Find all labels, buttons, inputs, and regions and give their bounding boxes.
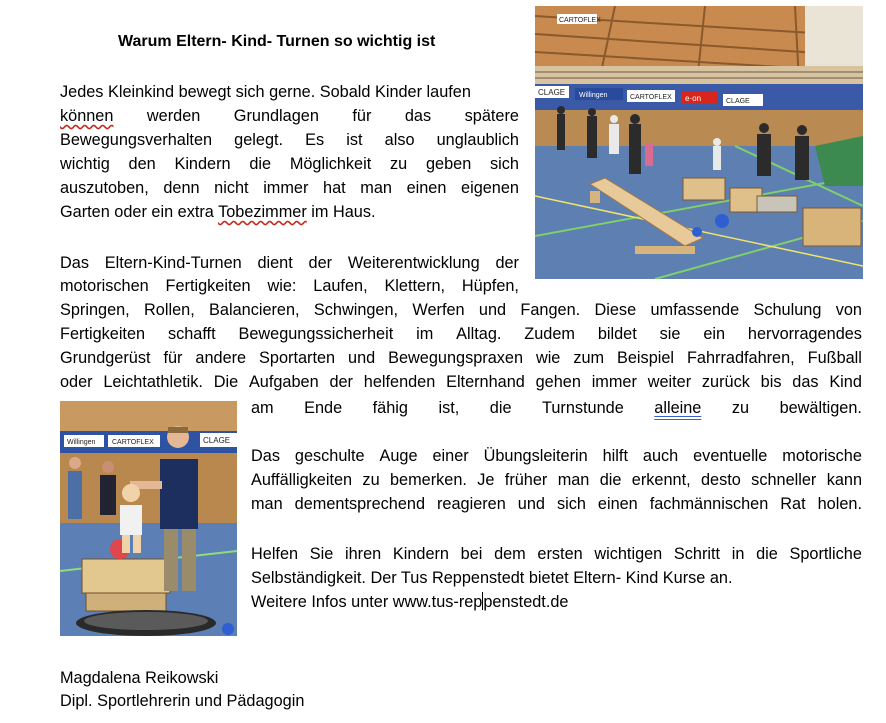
word: Auffälligkeiten	[251, 471, 353, 489]
text-line	[251, 566, 732, 590]
word: zu	[731, 399, 750, 417]
word: Zudem	[524, 325, 575, 343]
word: Tobezimmer	[218, 203, 307, 221]
word: denn	[163, 179, 200, 197]
banner-text: Willingen	[579, 92, 608, 99]
word: Weitere Infos unter www.tus-rep	[251, 593, 483, 611]
word: Übungsleiterin	[483, 447, 588, 465]
signature-name: Magdalena Reikowski	[60, 669, 219, 687]
word: schafft	[167, 325, 216, 343]
word: eventuelle	[693, 447, 768, 465]
word: Möglichkeit	[289, 155, 372, 173]
word: fachmännischen	[649, 495, 769, 513]
word: Garten oder ein extra	[60, 203, 219, 221]
word: Leichtathletik.	[103, 373, 203, 391]
word: holen.	[817, 495, 862, 513]
word: der	[308, 254, 333, 272]
word: Fertigkeiten	[60, 325, 146, 343]
word: sie	[659, 325, 681, 343]
word: Auge	[379, 447, 418, 465]
article-title: Warum Eltern- Kind- Turnen so wichtig ist	[118, 33, 436, 50]
word: Kindern	[174, 155, 231, 173]
word: bemerken.	[389, 471, 467, 489]
word: man	[360, 179, 392, 197]
word: helfenden	[363, 373, 436, 391]
word: Es	[305, 131, 325, 149]
word: für	[352, 107, 372, 125]
word: Turnstunde	[542, 399, 624, 417]
text-line	[60, 251, 519, 275]
banner-text: CLAGE	[203, 436, 231, 445]
word: den	[128, 155, 156, 173]
word: bewältigen.	[779, 399, 862, 417]
word: Werfen	[412, 301, 465, 319]
word: Schulung	[753, 301, 822, 319]
word: wie	[535, 349, 561, 367]
word: man	[251, 495, 283, 513]
word: schneller	[751, 471, 817, 489]
word: in	[731, 545, 745, 563]
text-line	[60, 298, 862, 322]
word: Selbständigkeit. Der Tus Reppenstedt bietet Eltern- Kind Kurse an.	[251, 569, 733, 587]
word: im	[416, 325, 434, 343]
word: sich	[490, 155, 519, 173]
word: hilft	[602, 447, 628, 465]
word: Balancieren,	[209, 301, 300, 319]
word: bis	[760, 373, 782, 391]
word: oder	[60, 373, 93, 391]
banner-text: CLAGE	[726, 98, 750, 105]
word: der	[329, 373, 353, 391]
gym-hall-photo	[535, 6, 863, 279]
text-line	[60, 176, 519, 200]
banner-text: e·on	[685, 94, 702, 103]
text-line	[60, 200, 376, 224]
word: hervorragendes	[747, 325, 862, 343]
text-line	[60, 322, 862, 346]
word: penstedt.de	[483, 593, 569, 611]
word: eigenen	[461, 179, 519, 197]
banner-text: CARTOFLEX	[630, 94, 672, 101]
word: Die	[213, 373, 239, 391]
word: und	[478, 301, 507, 319]
word: geschulte	[294, 447, 365, 465]
word: zu	[362, 471, 380, 489]
word: Das	[60, 254, 89, 272]
text-line	[60, 104, 519, 128]
word: ein	[703, 325, 726, 343]
word: geben	[425, 155, 472, 173]
word: Ende	[304, 399, 343, 417]
word: Fangen.	[520, 301, 581, 319]
word: Kind	[829, 373, 862, 391]
word: Bewegungssicherheit	[238, 325, 394, 343]
text-line	[60, 370, 862, 394]
word: gelegt.	[234, 131, 284, 149]
word: Beispiel	[617, 349, 675, 367]
word: ersten	[537, 545, 583, 563]
text-line	[60, 80, 519, 104]
word: ist,	[438, 399, 460, 417]
word: dient	[257, 254, 293, 272]
text-line	[60, 274, 519, 298]
word: und	[348, 349, 376, 367]
word: Bewegungsverhalten	[60, 131, 213, 149]
word: zu	[390, 155, 408, 173]
text-line	[60, 346, 862, 370]
word: zurück	[701, 373, 750, 391]
word: andere	[195, 349, 247, 367]
word: Fertigkeiten	[165, 277, 251, 295]
word: umfassende	[650, 301, 740, 319]
word: Aufgaben	[248, 373, 319, 391]
word: Klettern,	[384, 277, 446, 295]
word: werden	[146, 107, 201, 125]
word: Fahrradfahren,	[686, 349, 795, 367]
word: das	[404, 107, 432, 125]
word: für	[163, 349, 183, 367]
word: wichtig	[60, 155, 110, 173]
word: Rollen,	[144, 301, 195, 319]
word: Sportarten	[259, 349, 336, 367]
word: im Haus.	[306, 203, 376, 221]
word: Schritt	[673, 545, 721, 563]
word: dem	[494, 545, 526, 563]
word: hat	[323, 179, 346, 197]
word: Fußball	[807, 349, 862, 367]
word: Eltern-Kind-Turnen	[104, 254, 242, 272]
word: Das	[251, 447, 280, 465]
word: am	[251, 399, 274, 417]
signature-role: Dipl. Sportlehrerin und Pädagogin	[60, 692, 305, 710]
word: immer	[591, 373, 637, 391]
word: Schwingen,	[313, 301, 399, 319]
word: alleine	[654, 399, 702, 417]
banner-text: CLAGE	[538, 88, 566, 97]
word: Elternhand	[446, 373, 525, 391]
word: zum	[573, 349, 605, 367]
word: Weiterentwicklung	[347, 254, 480, 272]
word: erkennt,	[631, 471, 691, 489]
word: Sportliche	[789, 545, 862, 563]
word: Je	[477, 471, 495, 489]
word: auch	[642, 447, 679, 465]
text-line	[251, 444, 862, 468]
word: wie:	[267, 277, 297, 295]
word: einer	[432, 447, 469, 465]
word: desto	[700, 471, 741, 489]
word: gehen	[535, 373, 581, 391]
text-line	[251, 396, 862, 420]
word: weiter	[647, 373, 692, 391]
word: die	[599, 471, 622, 489]
banner-text: CARTOFLEX	[559, 17, 601, 24]
text-line	[251, 492, 862, 516]
word: spätere	[464, 107, 519, 125]
word: Alltag.	[456, 325, 502, 343]
word: motorische	[782, 447, 862, 465]
word: können	[60, 107, 114, 125]
word: Rat	[780, 495, 806, 513]
word: immer	[263, 179, 309, 197]
banner-text: CARTOFLEX	[112, 439, 154, 446]
word: wichtigen	[594, 545, 663, 563]
word: und	[517, 495, 545, 513]
word: unglaublich	[436, 131, 519, 149]
word: früher	[504, 471, 548, 489]
banner-text: Willingen	[67, 439, 96, 446]
word: Grundgerüst	[60, 349, 151, 367]
text-line	[251, 590, 568, 614]
word: Laufen,	[313, 277, 368, 295]
word: bildet	[597, 325, 637, 343]
father-child-photo	[60, 401, 237, 636]
word: Bewegungspraxen	[388, 349, 523, 367]
word: ihren	[344, 545, 382, 563]
word: ist	[346, 131, 363, 149]
word: auszutoben,	[60, 179, 149, 197]
word: die	[489, 399, 512, 417]
word: Hüpfen,	[461, 277, 519, 295]
word: Diese	[594, 301, 637, 319]
word: nicht	[214, 179, 249, 197]
word: man	[557, 471, 590, 489]
text-line	[60, 152, 519, 176]
word: Helfen	[251, 545, 299, 563]
word: einen	[406, 179, 447, 197]
word: der	[495, 254, 519, 272]
word: sich	[556, 495, 586, 513]
word: von	[835, 301, 862, 319]
word: Grundlagen	[233, 107, 319, 125]
word: das	[792, 373, 819, 391]
word: Sie	[309, 545, 334, 563]
word: fähig	[372, 399, 408, 417]
text-line	[251, 468, 862, 492]
word: einen	[597, 495, 638, 513]
word: motorischen	[60, 277, 149, 295]
word: dementsprechend	[294, 495, 426, 513]
word: die	[756, 545, 778, 563]
word: Kindern	[392, 545, 449, 563]
word: kann	[826, 471, 862, 489]
word: die	[249, 155, 272, 173]
text-line	[251, 542, 862, 566]
word: bei	[460, 545, 483, 563]
word: also	[384, 131, 415, 149]
word: Jedes Kleinkind bewegt sich gerne. Sobald Kinder laufen	[60, 83, 471, 101]
word: reagieren	[437, 495, 506, 513]
word: Springen,	[60, 301, 130, 319]
text-line	[60, 128, 519, 152]
